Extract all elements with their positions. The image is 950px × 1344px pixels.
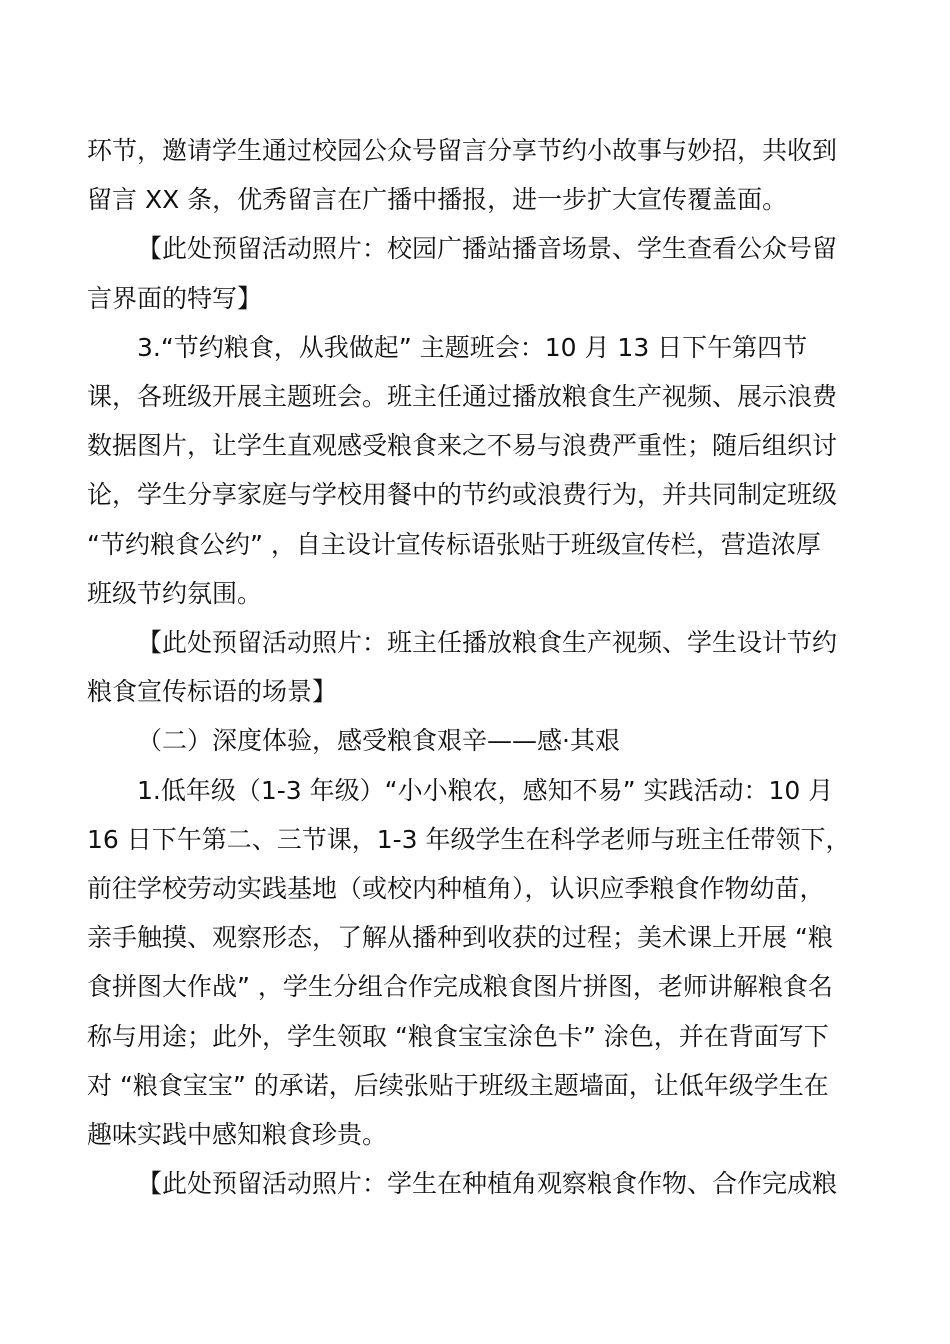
photo-placeholder-class-meeting <box>87 618 865 716</box>
text-line: 称与用途；此外，学生领取 “粮食宝宝涂色卡” 涂色，并在背面写下 <box>87 1021 829 1051</box>
text-line: 【此处预留活动照片：校园广播站播音场景、学生查看公众号留 <box>137 234 838 264</box>
text-line: 对 “粮食宝宝” 的承诺，后续张贴于班级主题墙面，让低年级学生在 <box>87 1070 829 1100</box>
text-line: 数据图片，让学生直观感受粮食来之不易与浪费严重性；随后组织讨 <box>87 431 838 461</box>
text-line: “节约粮食公约” ，自主设计宣传标语张贴于班级宣传栏，营造浓厚 <box>87 529 821 559</box>
text-line: 班级节约氛围。 <box>87 578 263 608</box>
text-line: 亲手触摸、观察形态，了解从播种到收获的过程；美术课上开展 “粮 <box>87 923 833 953</box>
text-line: 食拼图大作战” ，学生分组合作完成粮食图片拼图，老师讲解粮食名 <box>87 972 833 1002</box>
paragraph-class-meeting <box>87 323 865 618</box>
text-line: 留言 XX 条，优秀留言在广播中播报，进一步扩大宣传覆盖面。 <box>87 185 788 215</box>
text-line: 前往学校劳动实践基地（或校内种植角），认识应季粮食作物幼苗， <box>87 874 825 904</box>
text-line: 1.低年级（1-3 年级）“小小粮农，感知不易” 实践活动：10 月 <box>137 775 834 805</box>
text-line: 论，学生分享家庭与学校用餐中的节约或浪费行为，并共同制定班级 <box>87 480 838 510</box>
section-heading <box>87 716 865 765</box>
text-line: 3.“节约粮食，从我做起” 主题班会：10 月 13 日下午第四节 <box>137 332 808 362</box>
text-line: 言界面的特写】 <box>87 283 263 313</box>
document-body <box>87 126 865 1208</box>
text-line: 课，各班级开展主题班会。班主任通过播放粮食生产视频、展示浪费 <box>87 382 838 412</box>
text-line: 粮食宣传标语的场景】 <box>87 677 338 707</box>
text-line: 【此处预留活动照片：学生在种植角观察粮食作物、合作完成粮 <box>137 1169 838 1199</box>
photo-placeholder-planting-corner <box>87 1159 865 1208</box>
text-line: （二）深度体验，感受粮食艰辛——感·其艰 <box>137 726 620 756</box>
paragraph-broadcast-message <box>87 126 865 224</box>
text-line: 【此处预留活动照片：班主任播放粮食生产视频、学生设计节约 <box>137 628 838 658</box>
text-line: 环节，邀请学生通过校园公众号留言分享节约小故事与妙招，共收到 <box>87 136 838 165</box>
text-line: 趣味实践中感知粮食珍贵。 <box>87 1120 388 1150</box>
paragraph-lower-grade-activity <box>87 766 865 1160</box>
photo-placeholder-broadcast <box>87 224 865 322</box>
text-line: 16 日下午第二、三节课，1-3 年级学生在科学老师与班主任带领下， <box>87 824 851 854</box>
